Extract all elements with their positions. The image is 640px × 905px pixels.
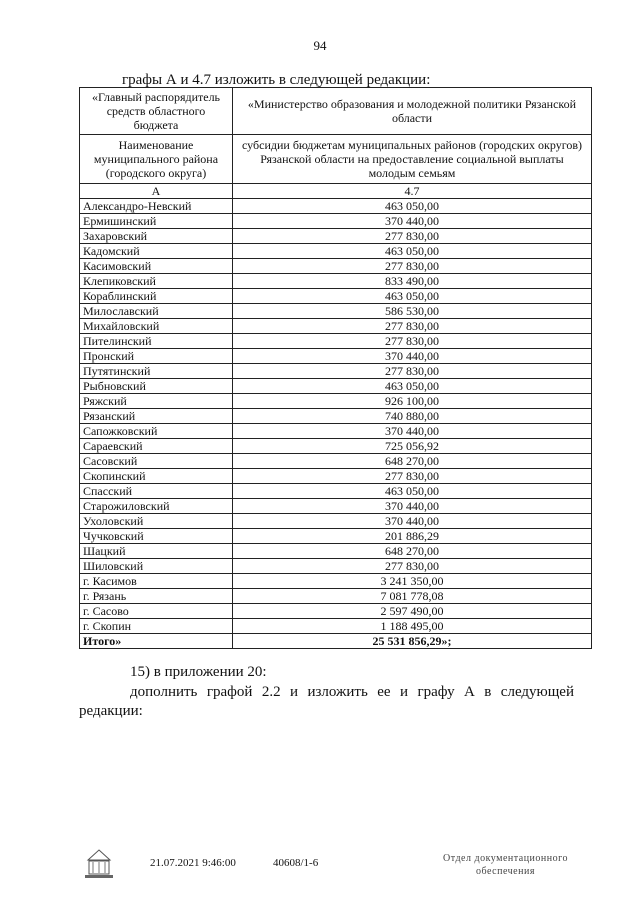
row-name-cell: Михайловский: [80, 319, 233, 334]
row-name-cell: Клепиковский: [80, 274, 233, 289]
table-row: [80, 334, 592, 349]
row-name-cell: Рязанский: [80, 409, 233, 424]
row-value-cell: 370 440,00: [233, 214, 592, 229]
row-value-cell: 463 050,00: [233, 379, 592, 394]
row-value-cell: 648 270,00: [233, 454, 592, 469]
header-cell-b: субсидии бюджетам муниципальных районов (городских округов) Рязанской области на предоставление социальной выплаты молодым семьям: [233, 135, 592, 184]
total-value: 25 531 856,29»;: [233, 634, 592, 649]
row-name-cell: Шацкий: [80, 544, 233, 559]
table-row: [80, 619, 592, 634]
row-value-cell: 277 830,00: [233, 334, 592, 349]
row-value-cell: 463 050,00: [233, 289, 592, 304]
row-value-cell: 2 597 490,00: [233, 604, 592, 619]
paragraph-line1: дополнить графой 2.2 и изложить ее и графу А в следующей: [130, 684, 574, 700]
item-15-text: 15) в приложении 20:: [130, 664, 267, 680]
table-row: [80, 274, 592, 289]
row-name-cell: Сапожковский: [80, 424, 233, 439]
row-name-cell: Чучковский: [80, 529, 233, 544]
table-row: [80, 544, 592, 559]
table-row: [80, 319, 592, 334]
table-row: [80, 289, 592, 304]
row-name-cell: Путятинский: [80, 364, 233, 379]
table-row: [80, 199, 592, 214]
row-name-cell: Пронский: [80, 349, 233, 364]
row-name-cell: Александро-Невский: [80, 199, 233, 214]
table-row: [80, 499, 592, 514]
row-name-cell: Пителинский: [80, 334, 233, 349]
row-value-cell: 201 886,29: [233, 529, 592, 544]
row-value-cell: 277 830,00: [233, 469, 592, 484]
row-name-cell: Сасовский: [80, 454, 233, 469]
column-number-row: [80, 184, 592, 199]
row-name-cell: Захаровский: [80, 229, 233, 244]
archive-logo-icon: [80, 846, 118, 880]
row-name-cell: Рыбновский: [80, 379, 233, 394]
row-value-cell: 370 440,00: [233, 499, 592, 514]
row-name-cell: Шиловский: [80, 559, 233, 574]
footer-department-line1: Отдел документационного: [443, 853, 568, 864]
column-number-a: А: [80, 184, 233, 199]
table-row: [80, 304, 592, 319]
footer-date: 21.07.2021 9:46:00: [150, 857, 236, 869]
row-name-cell: Ермишинский: [80, 214, 233, 229]
table-header-row: [80, 88, 592, 135]
table-row: [80, 514, 592, 529]
table-row: [80, 349, 592, 364]
intro-text: графы А и 4.7 изложить в следующей редакции:: [122, 72, 431, 88]
row-name-cell: г. Касимов: [80, 574, 233, 589]
row-value-cell: 277 830,00: [233, 229, 592, 244]
row-value-cell: 833 490,00: [233, 274, 592, 289]
table-row: [80, 559, 592, 574]
footer-department: [443, 852, 568, 878]
total-label: Итого»: [80, 634, 233, 649]
row-value-cell: 463 050,00: [233, 484, 592, 499]
table-header-row: [80, 135, 592, 184]
row-value-cell: 277 830,00: [233, 559, 592, 574]
table-row: [80, 364, 592, 379]
table-row: [80, 589, 592, 604]
row-value-cell: 277 830,00: [233, 259, 592, 274]
table-row: [80, 259, 592, 274]
row-value-cell: 1 188 495,00: [233, 619, 592, 634]
row-name-cell: Скопинский: [80, 469, 233, 484]
table-row: [80, 214, 592, 229]
row-value-cell: 370 440,00: [233, 514, 592, 529]
row-value-cell: 7 081 778,08: [233, 589, 592, 604]
table-row: [80, 394, 592, 409]
row-value-cell: 370 440,00: [233, 349, 592, 364]
table-row: [80, 469, 592, 484]
row-name-cell: Ряжский: [80, 394, 233, 409]
row-name-cell: Касимовский: [80, 259, 233, 274]
row-name-cell: г. Скопин: [80, 619, 233, 634]
row-value-cell: 370 440,00: [233, 424, 592, 439]
table-row: [80, 229, 592, 244]
header-cell-b: «Министерство образования и молодежной политики Рязанской области: [233, 88, 592, 135]
row-value-cell: 648 270,00: [233, 544, 592, 559]
row-name-cell: Спасский: [80, 484, 233, 499]
table-row: [80, 574, 592, 589]
row-name-cell: Ухоловский: [80, 514, 233, 529]
footer-department-line2: обеспечения: [476, 866, 535, 877]
table-row: [80, 484, 592, 499]
table-row: [80, 604, 592, 619]
row-name-cell: Кадомский: [80, 244, 233, 259]
row-value-cell: 463 050,00: [233, 244, 592, 259]
row-name-cell: Милославский: [80, 304, 233, 319]
row-value-cell: 463 050,00: [233, 199, 592, 214]
table-row: [80, 439, 592, 454]
row-name-cell: г. Рязань: [80, 589, 233, 604]
row-value-cell: 3 241 350,00: [233, 574, 592, 589]
table-row: [80, 529, 592, 544]
data-table: [79, 87, 592, 649]
header-cell-a: Наименование муниципального района (городского округа): [80, 135, 233, 184]
total-row: [80, 634, 592, 649]
row-value-cell: 277 830,00: [233, 319, 592, 334]
table-row: [80, 379, 592, 394]
row-value-cell: 725 056,92: [233, 439, 592, 454]
row-name-cell: Старожиловский: [80, 499, 233, 514]
row-name-cell: г. Сасово: [80, 604, 233, 619]
column-number-b: 4.7: [233, 184, 592, 199]
row-value-cell: 926 100,00: [233, 394, 592, 409]
page-number: 94: [313, 38, 327, 53]
table-row: [80, 244, 592, 259]
table-row: [80, 409, 592, 424]
row-name-cell: Кораблинский: [80, 289, 233, 304]
paragraph-line2: редакции:: [79, 703, 143, 719]
row-value-cell: 740 880,00: [233, 409, 592, 424]
row-name-cell: Сараевский: [80, 439, 233, 454]
header-cell-a: «Главный распорядитель средств областного бюджета: [80, 88, 233, 135]
table-row: [80, 454, 592, 469]
row-value-cell: 586 530,00: [233, 304, 592, 319]
table-row: [80, 424, 592, 439]
footer-doc-number: 40608/1-6: [273, 857, 319, 869]
row-value-cell: 277 830,00: [233, 364, 592, 379]
